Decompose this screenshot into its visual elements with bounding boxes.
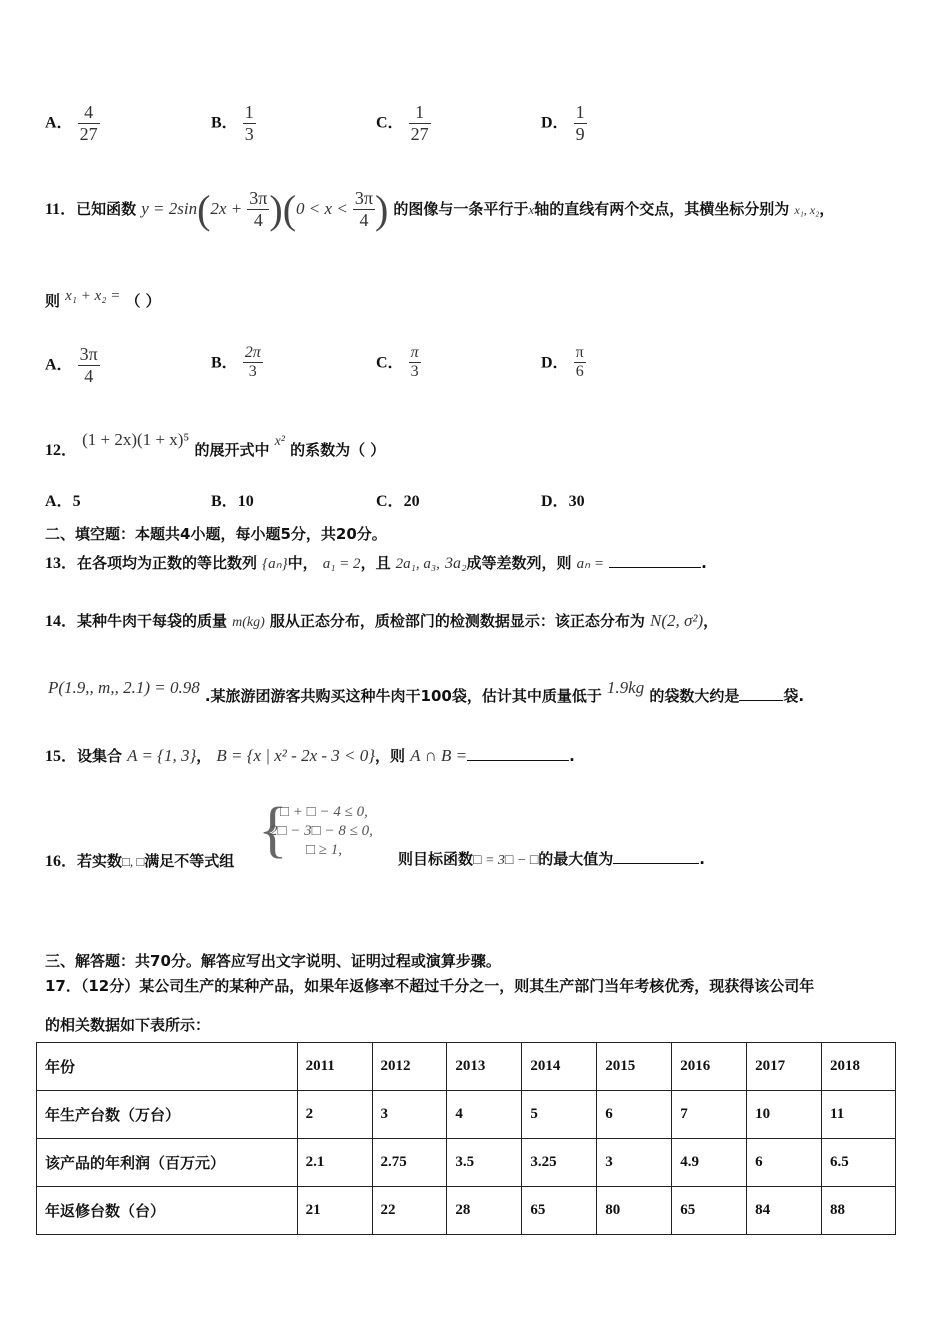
question-13: 13．在各项均为正数的等比数列 {aₙ}中， a₁ = 2，且 2a₁, a₃, 3a₂成等差数列，则 aₙ = . <box>45 554 707 572</box>
question-16: 16．若实数□, □满足不等式组 <box>45 852 235 870</box>
question-15: 15．设集合 A = {1, 3}， B = {x | x² - 2x - 3 < 0}，则 A ∩ B = . <box>45 746 575 765</box>
q11-option-d: D． $\frac{\pi}{6}$ <box>541 344 584 381</box>
fraction: $\frac{1}{27}$ <box>410 102 429 144</box>
option-label: C． <box>376 114 404 132</box>
question-number: 15． <box>45 748 78 765</box>
q11-option-b: B． $\frac{2\pi}{3}$ <box>211 344 261 381</box>
answer-blank <box>739 700 783 701</box>
question-number: 13． <box>45 555 78 572</box>
fraction: $\frac{3\pi}{4}$ <box>354 188 373 230</box>
data-table <box>36 1042 896 1235</box>
fraction: $\frac{1}{9}$ <box>575 102 585 144</box>
fraction: $\frac{\pi}{6}$ <box>575 344 584 381</box>
fraction: $\frac{3\pi}{4}$ <box>249 188 268 230</box>
question-12: 12． (1 + 2x)(1 + x)⁵ 的展开式中 x² 的系数为（ ） <box>45 430 386 459</box>
table-row: 该产品的年利润（百万元） 2.1 2.75 3.5 3.25 3 4.9 6 6.5 <box>37 1139 896 1187</box>
answer-blank <box>609 567 701 568</box>
question-14-line2: P(1.9,, m,, 2.1) = 0.98 .某旅游团游客共购买这种牛肉干100袋，估计其中质量低于 1.9kg 的袋数大约是 袋. <box>48 678 805 705</box>
section-heading: 三、解答题：共70分。解答应写出文字说明、证明过程或演算步骤。 <box>45 952 501 970</box>
question-17-line2: 的相关数据如下表所示： <box>45 1016 211 1034</box>
q11-option-a: A． $\frac{3\pi}{4}$ <box>45 344 98 386</box>
option-label: B． <box>211 114 238 132</box>
fraction: $\frac{\pi}{3}$ <box>410 344 419 381</box>
fraction: $\frac{1}{3}$ <box>244 102 254 144</box>
table-row: 年返修台数（台） 21 22 28 65 80 65 84 88 <box>37 1187 896 1235</box>
q12-option-b: B．10 <box>211 493 254 510</box>
table-row: 年份 2011 2012 2013 2014 2015 2016 2017 2018 <box>37 1043 896 1091</box>
q10-option-d <box>541 102 587 144</box>
q10-option-a <box>45 102 100 144</box>
question-11-line2: 则 x₁ + x₂ = （ ） <box>45 288 161 310</box>
question-number: 14． <box>45 613 78 630</box>
fraction: $\frac{3\pi}{4}$ <box>79 344 98 386</box>
fraction: $\frac{2\pi}{3}$ <box>244 344 261 381</box>
q12-option-a: A．5 <box>45 493 81 510</box>
option-label: D． <box>541 114 569 132</box>
option-label: A． <box>45 114 73 132</box>
q12-option-d: D．30 <box>541 493 585 510</box>
question-16-tail: 则目标函数□ = 3□ − □的最大值为 . <box>398 850 705 868</box>
q11-option-c: C． $\frac{\pi}{3}$ <box>376 344 419 381</box>
answer-blank <box>613 863 699 864</box>
fraction: $\frac{4}{27}$ <box>79 102 98 144</box>
question-14: 14．某种牛肉干每袋的质量 m(kg) 服从正态分布，质检部门的检测数据显示：该正态分布为 N(2, σ²)， <box>45 611 719 630</box>
q12-option-c: C．20 <box>376 493 420 510</box>
table-row: 年生产台数（万台） 2 3 4 5 6 7 10 11 <box>37 1091 896 1139</box>
question-17-line1: 17．（12分）某公司生产的某种产品，如果年返修率不超过千分之一，则其生产部门当年考核优秀，现获得该公司年 <box>45 977 815 995</box>
question-11: 11．已知函数 y = 2sin(2x + $\frac{3\pi}{4}$ )(0 < x < $\frac{3\pi}{4}$ ) 的图像与一条平行于x轴的直线有两个交点，其横坐标分别为 x₁, x₂， <box>45 187 835 232</box>
question-number: 12． <box>45 442 78 459</box>
q10-option-b <box>211 102 256 144</box>
question-number: 16． <box>45 853 78 870</box>
q10-option-c <box>376 102 431 144</box>
question-number: 11． <box>45 201 77 218</box>
section-heading: 二、填空题：本题共4小题，每小题5分，共20分。 <box>45 525 387 543</box>
answer-blank <box>467 760 569 761</box>
